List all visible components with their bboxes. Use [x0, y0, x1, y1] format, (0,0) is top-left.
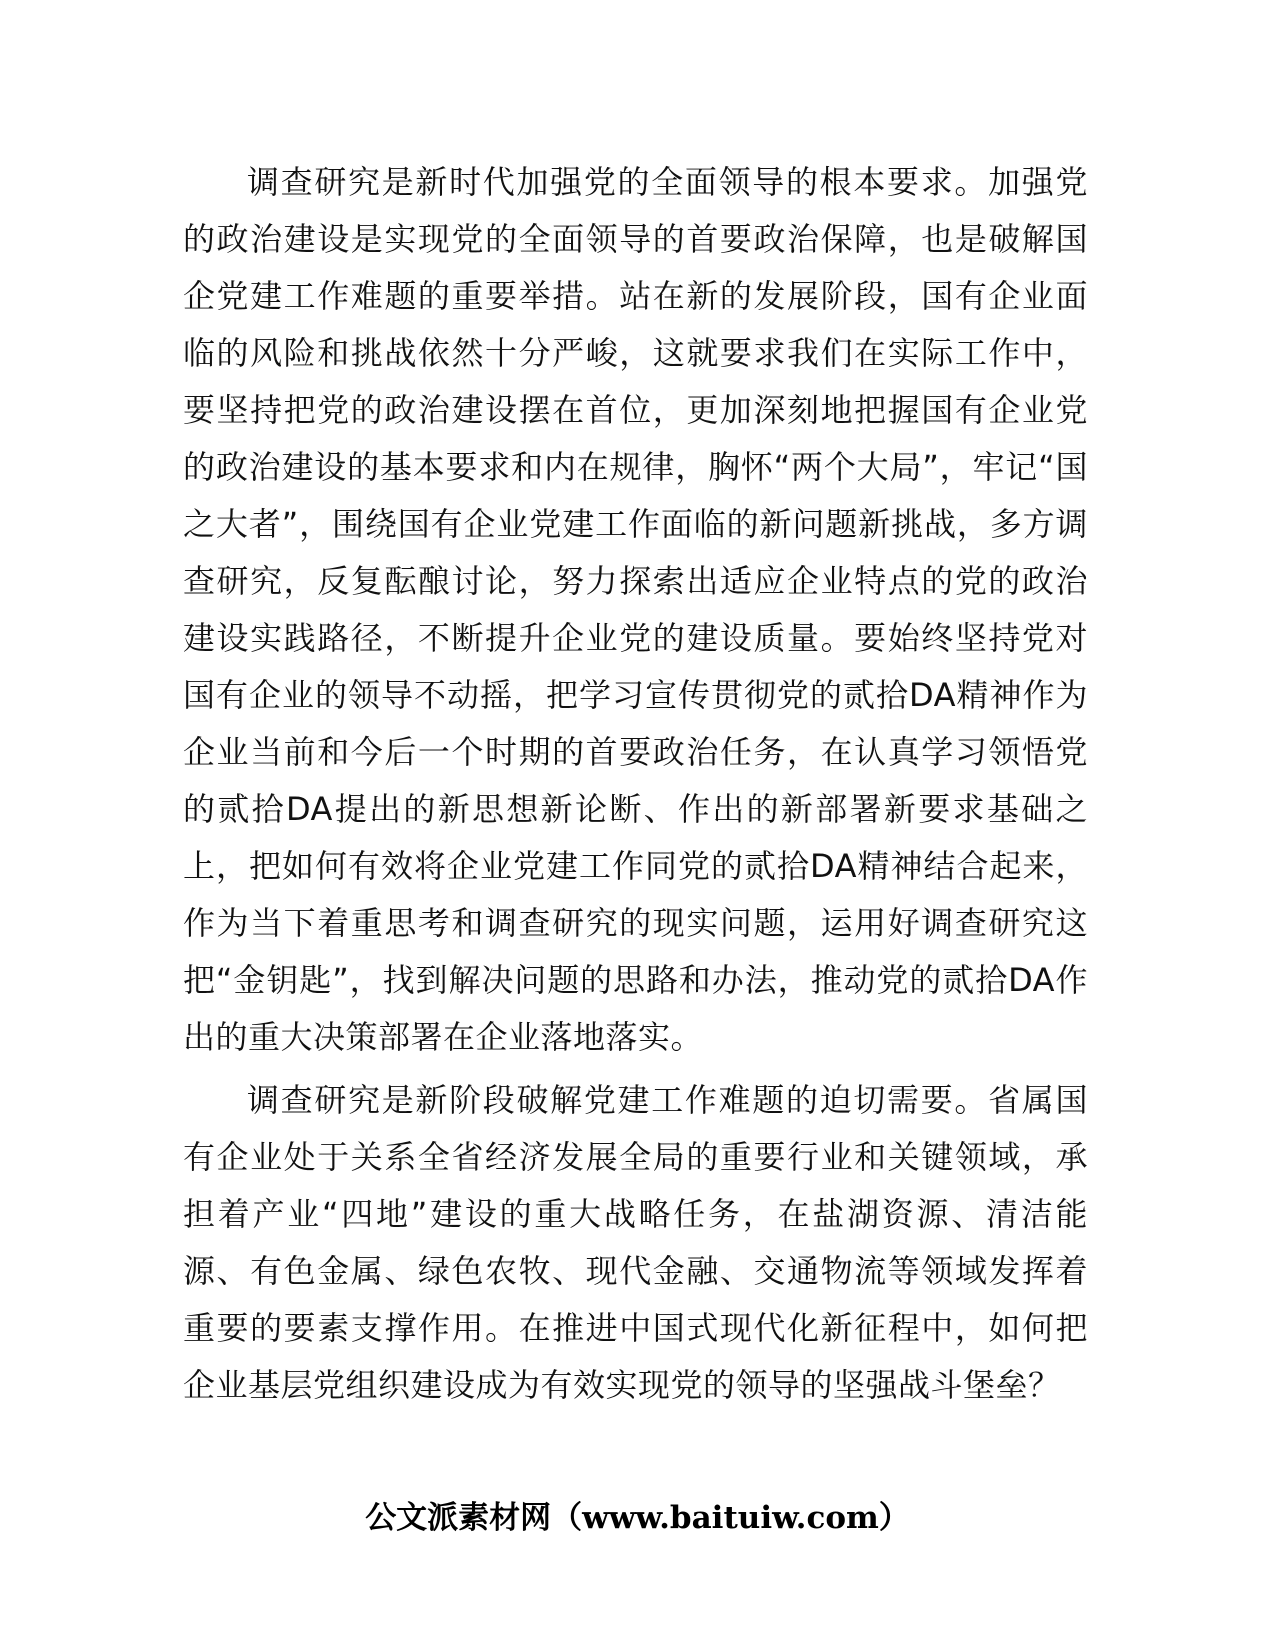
body-text: [183, 154, 1088, 1414]
footer-watermark-text: 公文派素材网（www.baituiw.com）: [365, 1500, 910, 1536]
paragraph-1: 调查研究是新时代加强党的全面领导的根本要求。加强党的政治建设是实现党的全面领导的首要政治保障，也是破解国企党建工作难题的重要举措。站在新的发展阶段，国有企业面临的风险和挑战依然十分严峻，这就要求我们在实际工作中，要坚持把党的政治建设摆在首位，更加深刻地把握国有企业党的政治建设的基本要求和内在规律，胸怀“两个大局”，牢记“国之大者”，围绕国有企业党建工作面临的新问题新挑战，多方调查研究，反复酝酿讨论，努力探索出适应企业特点的党的政治建设实践路径，不断提升企业党的建设质量。要始终坚持党对国有企业的领导不动摇，把学习宣传贯彻党的贰拾DA精神作为企业当前和今后一个时期的首要政治任务，在认真学习领悟党的贰拾DA提出的新思想新论断、作出的新部署新要求基础之上，把如何有效将企业党建工作同党的贰拾DA精神结合起来，作为当下着重思考和调查研究的现实问题，运用好调查研究这把“金钥匙”，找到解决问题的思路和办法，推动党的贰拾DA作出的重大决策部署在企业落地落实。: [183, 163, 1088, 1056]
paragraph-2: 调查研究是新阶段破解党建工作难题的迫切需要。省属国有企业处于关系全省经济发展全局的重要行业和关键领域，承担着产业“四地”建设的重大战略任务，在盐湖资源、清洁能源、有色金属、绿色农牧、现代金融、交通物流等领域发挥着重要的要素支撑作用。在推进中国式现代化新征程中，如何把企业基层党组织建设成为有效实现党的领导的坚强战斗堡垒？: [183, 1081, 1088, 1404]
